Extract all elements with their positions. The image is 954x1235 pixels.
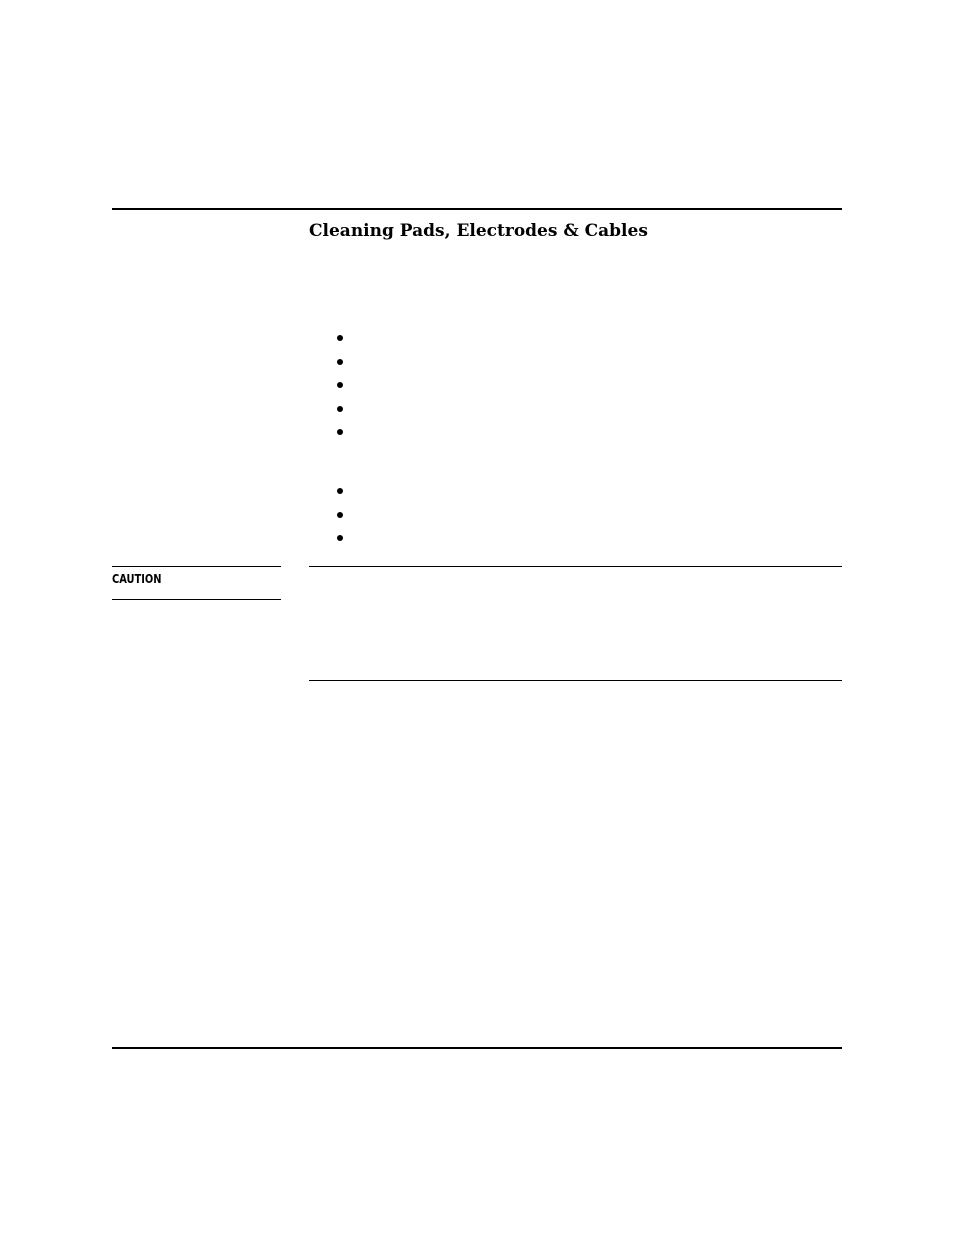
- header-rule: [112, 208, 842, 210]
- caution-label: CAUTION: [112, 572, 162, 586]
- bullet-icon: [337, 382, 343, 388]
- bullet-icon: [337, 429, 343, 435]
- bullet-icon: [337, 535, 343, 541]
- caution-label-box: [112, 566, 281, 600]
- bullet-icon: [337, 335, 343, 341]
- bullet-icon: [337, 359, 343, 365]
- caution-body: [309, 566, 842, 681]
- footer-rule: [112, 1047, 842, 1049]
- section-title: Cleaning Pads, Electrodes & Cables: [309, 221, 648, 241]
- bullet-icon: [337, 488, 343, 494]
- bullet-icon: [337, 512, 343, 518]
- bullet-icon: [337, 406, 343, 412]
